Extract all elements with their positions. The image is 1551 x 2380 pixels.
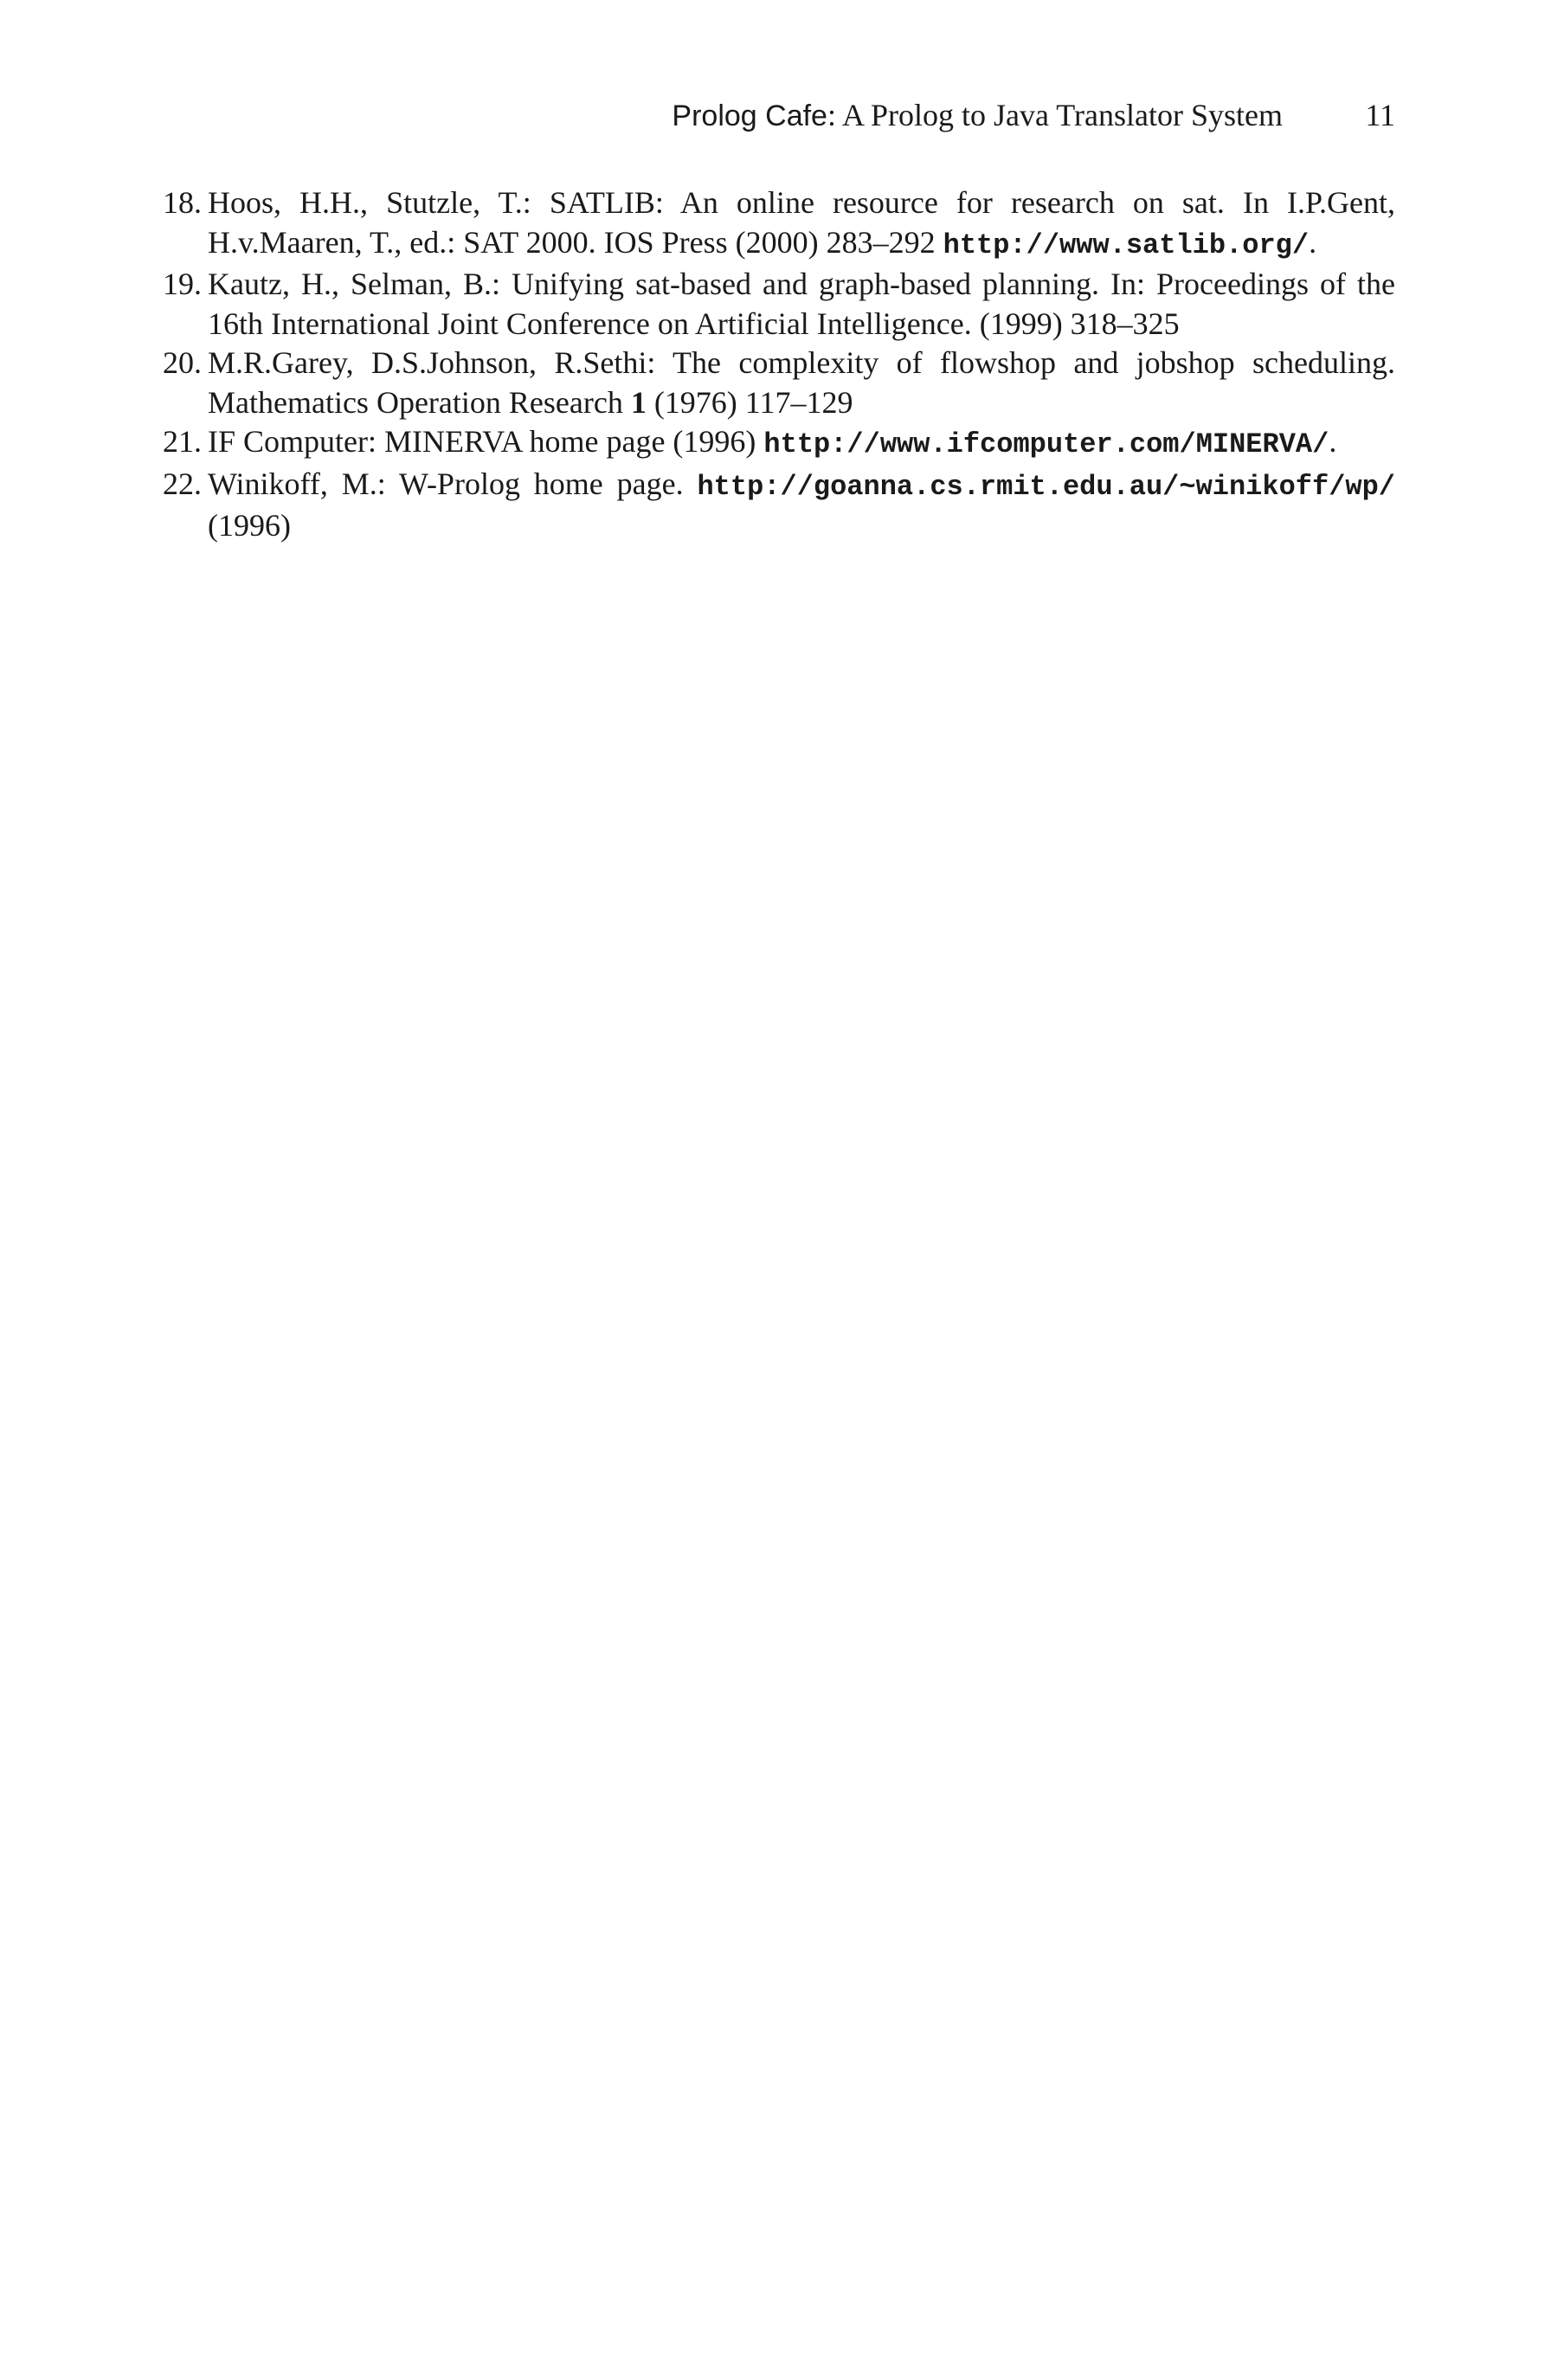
reference-url[interactable]: http://goanna.cs.rmit.edu.au/~winikoff/wp/ [697,470,1395,503]
reference-number: 22. [163,466,202,501]
reference-text: IF Computer: MINERVA home page (1996) [208,424,764,459]
reference-text: Winikoff, M.: W-Prolog home page. [208,466,698,501]
reference-number: 18. [163,185,202,220]
page-number: 11 [1365,98,1395,132]
reference-number: 21. [163,424,202,459]
running-title-rest: : A Prolog to Java Translator System [827,98,1283,132]
reference-list [163,183,1395,546]
reference-body [208,265,1395,344]
running-title [672,93,1283,138]
reference-text: Kautz, H., Selman, B.: Unifying sat-based and graph-based planning. In: Proceedings of the 16th International Joint Conference on Artificial Intelligence. (1999) 318–325 [208,267,1395,341]
reference-text-end: . [1309,224,1317,260]
reference-body [208,183,1395,265]
running-header [208,93,1395,137]
reference-body [208,465,1395,546]
reference-text-end: . [1329,424,1337,459]
reference-text: M.R.Garey, D.S.Johnson, R.Sethi: The complexity of flowshop and jobshop scheduling. Mathematics Operation Research [208,345,1395,420]
reference-number: 19. [163,267,202,301]
reference-body [208,344,1395,422]
running-title-sans: Prolog Cafe [672,100,827,132]
reference-text: Hoos, H.H., Stutzle, T.: SATLIB: An online resource for research on sat. In I.P.Gent, H.v.Maaren, T., ed.: SAT 2000. IOS Press (2000) 283–292 [208,185,1395,260]
reference-18 [163,183,1395,265]
reference-19 [163,265,1395,344]
reference-body [208,422,1395,465]
reference-url[interactable]: http://www.ifcomputer.com/MINERVA/ [763,428,1329,460]
reference-22 [163,465,1395,546]
reference-text-end: (1976) 117–129 [646,384,853,420]
reference-21 [163,422,1395,465]
reference-url[interactable]: http://www.satlib.org/ [943,228,1310,261]
reference-number: 20. [163,345,202,380]
reference-20 [163,344,1395,422]
reference-volume: 1 [630,384,647,420]
reference-text-end: (1996) [208,508,291,543]
